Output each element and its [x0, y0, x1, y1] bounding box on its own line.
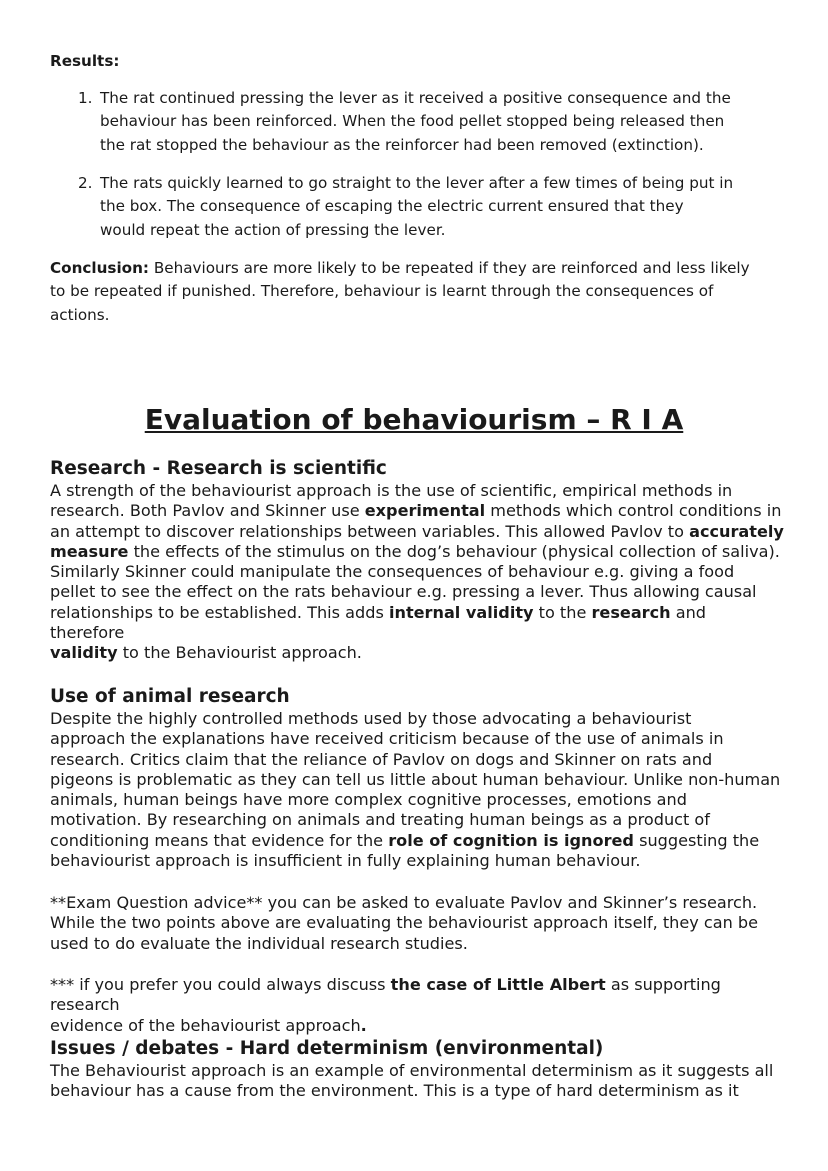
text-run: the effects of the stimulus on the dog’s behaviour (physical collection of saliva). [133, 541, 780, 561]
paragraph-line: pellet to see the effect on the rats behaviour e.g. pressing a lever. Thus allowing causal [50, 582, 757, 602]
paragraph-line: research. Critics claim that the reliance of Pavlov on dogs and Skinner on rats and [50, 749, 713, 769]
paragraph-line [50, 522, 785, 542]
paragraph-line: animals, human beings have more complex cognitive processes, emotions and [50, 790, 687, 810]
paragraph-line: **Exam Question advice** you can be asked to evaluate Pavlov and Skinner’s research. [50, 893, 758, 912]
text-run: methods which control conditions in [490, 501, 782, 521]
section-heading-animal-research: Use of animal research [50, 686, 290, 707]
animal-research-paragraph [50, 709, 785, 871]
text-run: an attempt to discover relationships between variables. This allowed Pavlov to [50, 521, 684, 541]
text-run: to the Behaviourist approach. [122, 643, 362, 663]
paragraph-line [50, 975, 785, 1016]
text-run: as supporting research [50, 975, 721, 1015]
paragraph-line [50, 542, 785, 562]
text-run: research. Both Pavlov and Skinner use [50, 501, 360, 521]
bold-text: accurately [689, 521, 784, 541]
paragraph-line: used to do evaluate the individual research studies. [50, 933, 468, 953]
text-run: conditioning means that evidence for the [50, 830, 384, 850]
list-line: The rats quickly learned to go straight to the lever after a few times of being put in [100, 174, 734, 192]
bold-text: internal validity [388, 602, 534, 622]
list-number: 1. [78, 89, 93, 107]
list-number: 2. [78, 174, 93, 192]
page-title: Evaluation of behaviourism – R I A [144, 403, 684, 436]
section-heading-issues-debates: Issues / debates - Hard determinism (environmental) [50, 1038, 604, 1059]
bold-text: experimental [364, 501, 486, 521]
bold-text: the case of Little Albert [390, 975, 606, 994]
paragraph-line: A strength of the behaviourist approach is the use of scientific, empirical methods in [50, 481, 733, 500]
bold-text: . [360, 1015, 367, 1035]
text-run: relationships to be established. This adds [50, 602, 384, 622]
paragraph-line [50, 603, 785, 644]
paragraph-line [50, 1016, 785, 1036]
list-line: would repeat the action of pressing the lever. [100, 220, 446, 239]
text-run: evidence of the behaviourist approach [50, 1015, 361, 1035]
list-line: the rat stopped the behaviour as the reinforcer had been removed (extinction). [100, 135, 704, 154]
section-heading-research: Research - Research is scientific [50, 458, 387, 479]
conclusion-label: Conclusion: [50, 259, 149, 277]
conclusion-paragraph [50, 257, 790, 327]
list-line: the box. The consequence of escaping the electric current ensured that they [100, 197, 684, 216]
paragraph-line: Similarly Skinner could manipulate the consequences of behaviour e.g. giving a food [50, 562, 735, 582]
paragraph-line [50, 643, 785, 663]
paragraph-line: actions. [50, 305, 110, 324]
list-item [78, 87, 790, 157]
paragraph-line [50, 501, 785, 521]
text-run: and therefore [50, 602, 707, 643]
bold-text: role of cognition is ignored [388, 830, 634, 850]
list-line: behaviour has been reinforced. When the food pellet stopped being released then [100, 112, 725, 131]
text-run: Behaviours are more likely to be repeated if they are reinforced and less likely [153, 259, 750, 277]
paragraph-line: While the two points above are evaluating the behaviourist approach itself, they can be [50, 913, 759, 933]
list-item [78, 172, 790, 242]
paragraph-line: behaviour has a cause from the environment. This is a type of hard determinism as it [50, 1081, 739, 1101]
paragraph-line: pigeons is problematic as they can tell us little about human behaviour. Unlike non-human [50, 769, 781, 789]
bold-text: measure [50, 541, 129, 561]
text-run: suggesting the [639, 830, 760, 850]
paragraph-line [50, 831, 785, 851]
little-albert-note [50, 975, 785, 1036]
issues-paragraph [50, 1061, 785, 1102]
text-run: to the [538, 602, 587, 622]
text-run: *** if you prefer you could always discuss [50, 975, 386, 994]
paragraph-line: approach the explanations have received criticism because of the use of animals in [50, 729, 724, 749]
paragraph-line: The Behaviourist approach is an example of environmental determinism as it suggests all [50, 1061, 774, 1080]
paragraph-line [50, 257, 790, 280]
paragraph-line: to be repeated if punished. Therefore, behaviour is learnt through the consequences of [50, 282, 714, 301]
exam-advice-paragraph [50, 893, 785, 954]
list-line: The rat continued pressing the lever as it received a positive consequence and the [100, 89, 731, 107]
research-paragraph [50, 481, 785, 664]
paragraph-line: motivation. By researching on animals and treating human beings as a product of [50, 810, 710, 830]
paragraph-line: Despite the highly controlled methods used by those advocating a behaviourist [50, 709, 692, 728]
bold-text: research [591, 602, 671, 622]
bold-text: validity [50, 643, 118, 663]
paragraph-line: behaviourist approach is insufficient in fully explaining human behaviour. [50, 851, 641, 871]
results-label: Results: [50, 52, 120, 70]
